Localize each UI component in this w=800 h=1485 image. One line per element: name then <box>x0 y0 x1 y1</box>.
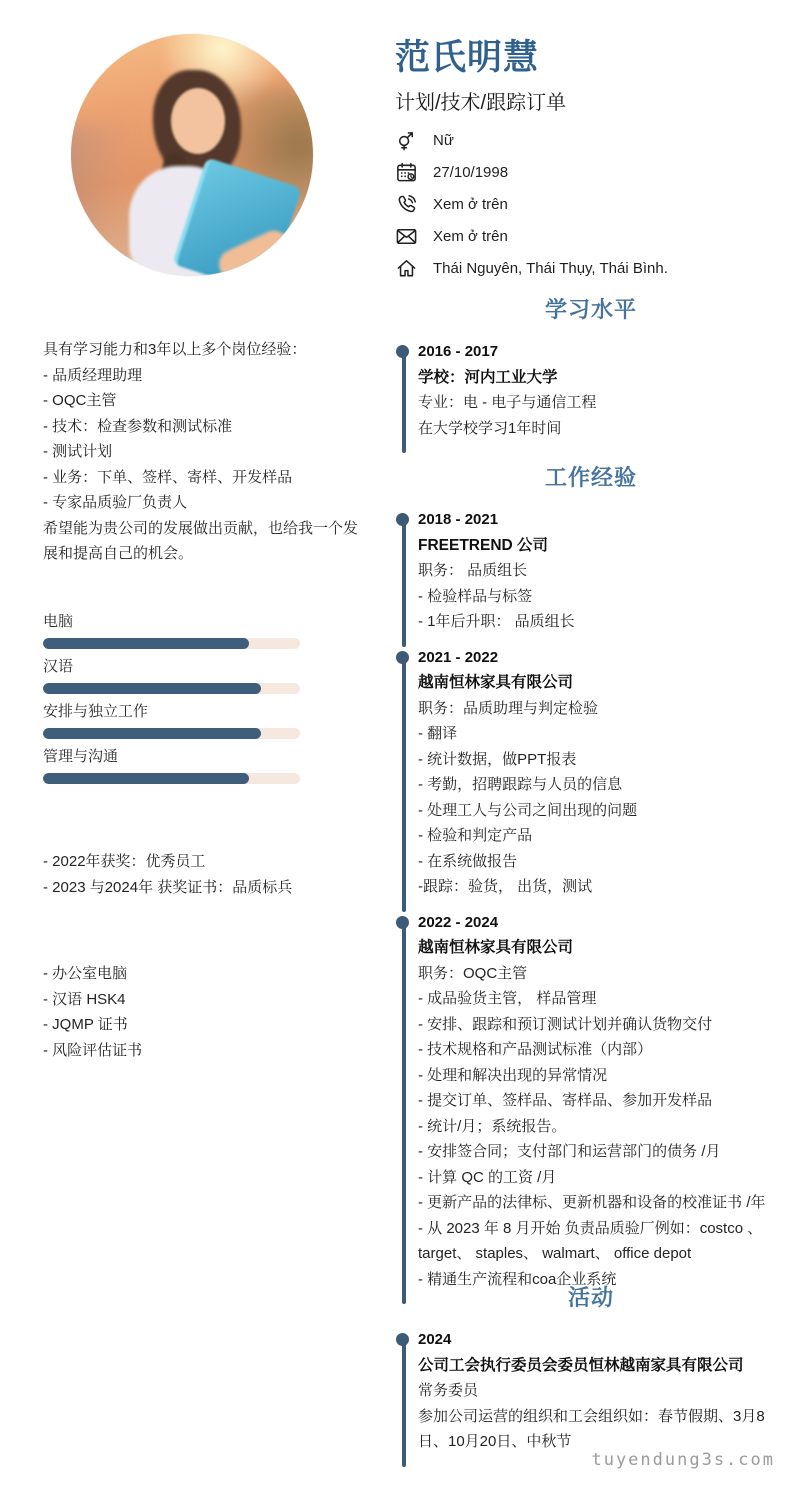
site-watermark: tuyendung3s.com <box>591 1450 775 1470</box>
birthday-value: 27/10/1998 <box>433 163 509 181</box>
entry-detail-line: - 检验和判定产品 <box>418 827 533 844</box>
skills-block <box>43 612 300 792</box>
entry-details <box>418 558 787 635</box>
entry-detail-line: - 成品验货主管， 样品管理 <box>418 990 597 1007</box>
certificate-line: - JQMP 证书 <box>43 1016 128 1033</box>
activities-section-title: 活动 <box>567 1285 614 1310</box>
entry-detail-line: - 统计数据，做PPT报表 <box>418 750 577 768</box>
timeline-line <box>402 1342 407 1467</box>
candidate-name: 范氏明慧 <box>395 38 540 77</box>
skill-bar-track <box>43 728 300 739</box>
education-section-title: 学习水平 <box>544 297 637 322</box>
mail-icon <box>395 225 418 248</box>
award-line: - 2023 与2024年 获奖证书：品质标兵 <box>43 878 293 896</box>
info-row-email <box>395 220 787 252</box>
entry-detail-line: - 统计/月；系统报告。 <box>418 1117 567 1135</box>
entry-detail-line: - 从 2023 年 8 月开始 负责品质验厂例如：costco 、target、 staples、 walmart、 office depot <box>418 1219 763 1262</box>
summary-line: - 业务：下单、签样、寄样、开发样品 <box>43 468 293 486</box>
entry-period: 2024 <box>418 1331 452 1348</box>
skill-item <box>43 657 300 694</box>
timeline-entry <box>395 645 787 900</box>
skill-item <box>43 612 300 649</box>
skill-bar-track <box>43 773 300 784</box>
entry-detail-line: - 1年后升职： 品质组长 <box>418 613 575 630</box>
activities-timeline <box>395 1327 787 1455</box>
entry-detail-line: 职务： 品质组长 <box>418 562 528 579</box>
skill-bar-fill <box>43 638 249 649</box>
skill-label: 管理与沟通 <box>43 748 119 765</box>
skill-bar-fill <box>43 773 249 784</box>
info-row-birthday <box>395 156 787 188</box>
award-line: - 2022年获奖：优秀员工 <box>43 853 206 870</box>
skill-bar-fill <box>43 728 261 739</box>
summary-line: - 品质经理助理 <box>43 366 143 384</box>
skill-label: 安排与独立工作 <box>43 703 149 720</box>
entry-details <box>418 696 787 900</box>
entry-detail-line: - 提交订单、签样品、寄样品、参加开发样品 <box>418 1092 713 1109</box>
certificate-line: - 风险评估证书 <box>43 1041 143 1059</box>
entry-period: 2021 - 2022 <box>418 648 499 666</box>
entry-organization: 越南恒林家具有限公司 <box>418 939 574 956</box>
entry-detail-line: 职务：OQC主管 <box>418 964 528 982</box>
entry-details <box>418 961 787 1293</box>
skill-item <box>43 702 300 739</box>
entry-detail-line: - 计算 QC 的工资 /月 <box>418 1168 557 1186</box>
skill-bar-track <box>43 638 300 649</box>
info-row-gender <box>395 124 787 156</box>
education-section <box>395 293 787 451</box>
education-timeline <box>395 339 787 441</box>
timeline-entry <box>395 507 787 635</box>
entry-organization: 越南恒林家具有限公司 <box>418 674 574 691</box>
entry-organization: 公司工会执行委员会委员恒林越南家具有限公司 <box>418 1356 744 1374</box>
personal-info-list <box>395 124 787 284</box>
entry-detail-line: - 安排、跟踪和预订测试计划并确认货物交付 <box>418 1015 713 1033</box>
experience-section <box>395 461 787 1302</box>
info-row-address <box>395 252 787 284</box>
experience-timeline <box>395 507 787 1292</box>
certificate-line: - 办公室电脑 <box>43 965 128 982</box>
gender-icon <box>395 129 418 152</box>
certificate-line: - 汉语 HSK4 <box>43 990 126 1008</box>
timeline-entry <box>395 910 787 1293</box>
awards-block <box>43 849 365 900</box>
skill-item <box>43 747 300 784</box>
entry-detail-line: - 精通生产流程和coa企业系统 <box>418 1270 617 1288</box>
entry-detail-line: - 检验样品与标签 <box>418 587 533 605</box>
profile-photo <box>71 34 313 276</box>
home-icon <box>395 257 418 280</box>
entry-details <box>418 1378 787 1455</box>
timeline-entry <box>395 1327 787 1455</box>
timeline-line <box>402 925 407 1305</box>
entry-detail-line: - 技术规格和产品测试标准（内部） <box>418 1041 653 1058</box>
skill-bar-track <box>43 683 300 694</box>
entry-detail-line: 在大学校学习1年时间 <box>418 419 562 437</box>
timeline-entry <box>395 339 787 441</box>
summary-block <box>43 337 365 567</box>
entry-detail-line: 专业：电 - 电子与通信工程 <box>418 394 597 411</box>
summary-line: - 专家品质验厂负责人 <box>43 494 188 511</box>
entry-organization: 学校：河内工业大学 <box>418 368 558 386</box>
timeline-line <box>402 354 407 453</box>
skill-bar-fill <box>43 683 261 694</box>
photo-person-face <box>171 88 225 154</box>
summary-line: 希望能为贵公司的发展做出贡献，也给我一个发展和提高自己的机会。 <box>43 519 359 562</box>
calendar-icon <box>395 161 418 184</box>
summary-line: - 技术：检查参数和测试标准 <box>43 417 233 435</box>
entry-detail-line: - 翻译 <box>418 725 458 742</box>
summary-line: 具有学习能力和3年以上多个岗位经验： <box>43 341 307 358</box>
certificates-block <box>43 961 365 1063</box>
entry-period: 2022 - 2024 <box>418 913 499 931</box>
summary-line: - 测试计划 <box>43 443 113 460</box>
entry-detail-line: - 在系统做报告 <box>418 852 518 870</box>
entry-detail-line: - 安排签合同；支付部门和运营部门的债务 /月 <box>418 1143 721 1160</box>
entry-detail-line: - 更新产品的法律标、更新机器和设备的校准证书 /年 <box>418 1194 766 1211</box>
timeline-line <box>402 660 407 912</box>
entry-organization: FREETREND 公司 <box>418 536 549 554</box>
entry-period: 2016 - 2017 <box>418 343 499 360</box>
gender-value: Nữ <box>433 131 454 149</box>
experience-section-title: 工作经验 <box>544 465 637 490</box>
email-value: Xem ở trên <box>433 227 508 245</box>
entry-detail-line: - 考勤，招聘跟踪与人员的信息 <box>418 776 623 793</box>
info-row-phone <box>395 188 787 220</box>
entry-detail-line: - 处理和解决出现的异常情况 <box>418 1066 608 1084</box>
entry-detail-line: -跟踪：验货， 出货，测试 <box>418 878 593 895</box>
summary-line: - OQC主管 <box>43 392 117 409</box>
entry-details <box>418 390 787 441</box>
entry-detail-line: 常务委员 <box>418 1382 479 1399</box>
phone-value: Xem ở trên <box>433 195 508 213</box>
entry-detail-line: - 处理工人与公司之间出现的问题 <box>418 801 638 819</box>
entry-period: 2018 - 2021 <box>418 511 499 528</box>
candidate-job-title: 计划/技术/跟踪订单 <box>395 92 567 114</box>
entry-detail-line: 职务：品质助理与判定检验 <box>418 699 599 717</box>
timeline-line <box>402 522 407 647</box>
skill-label: 电脑 <box>43 613 74 630</box>
entry-detail-line: 参加公司运营的组织和工会组织如：春节假期、3月8日、10月20日、中秋节 <box>418 1407 765 1450</box>
address-value: Thái Nguyên, Thái Thụy, Thái Bình. <box>433 259 668 277</box>
phone-icon <box>395 193 418 216</box>
activities-section <box>395 1281 787 1465</box>
skill-label: 汉语 <box>43 658 74 675</box>
